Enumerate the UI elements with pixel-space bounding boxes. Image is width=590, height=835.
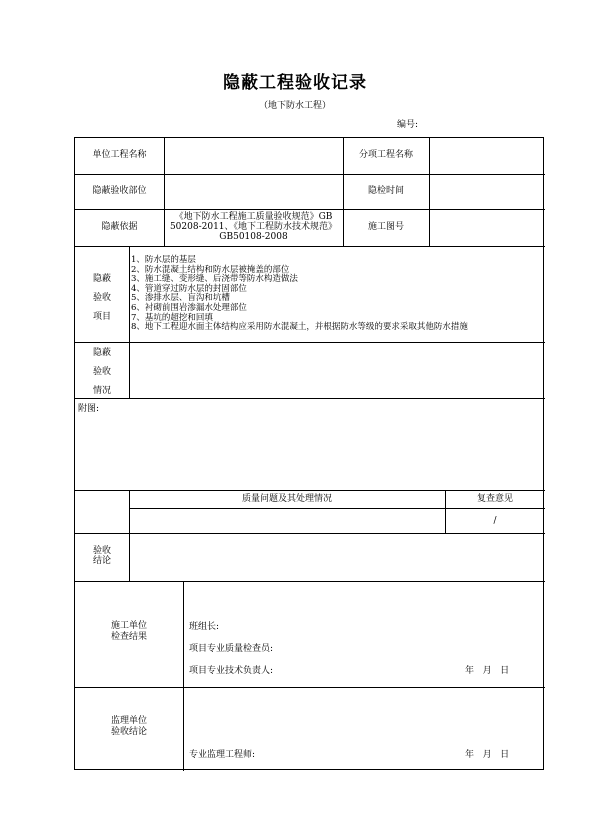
row-divider [75, 342, 545, 343]
record-form [74, 137, 544, 770]
review-opinion-header: 复查意见 [476, 494, 513, 504]
list-item: 5、渗排水层、盲沟和坑槽 [131, 293, 230, 304]
list-item: 1、防水层的基层 [131, 255, 196, 265]
date-label-2: 年 月 日 [465, 750, 510, 760]
supervision-unit-label: 监理单位 验收结论 [110, 716, 147, 737]
row-divider [75, 209, 545, 210]
basis-text: 《地下防水工程施工质量验收规范》GB 50208-2011、《地下工程防水技术规范》 GB50108-2008 [169, 212, 338, 242]
list-item: 6、衬砌前围岩渗漏水处理部位 [131, 303, 247, 313]
row-divider [75, 687, 545, 688]
construction-unit-label: 施工单位 检查结果 [110, 621, 147, 642]
row-divider [129, 508, 545, 509]
conclusion-label: 验收 结论 [92, 546, 111, 566]
hidden-time-label: 隐检时间 [367, 186, 404, 196]
unit-project-label: 单位工程名称 [92, 150, 147, 160]
list-item: 3、施工缝、变形缝、后浇带等防水构造做法 [131, 274, 298, 285]
list-item: 2、防水混凝土结构和防水层被掩盖的部位 [131, 264, 290, 275]
attachment-label: 附图: [78, 404, 100, 414]
tech-lead-label: 项目专业技术负责人: [189, 666, 274, 676]
row-divider [75, 581, 545, 582]
list-item: 8、地下工程迎水面主体结构应采用防水混凝土，并根据防水等级的要求采取其他防水措施 [131, 322, 468, 333]
date-label: 年 月 日 [465, 666, 510, 676]
serial-number-label: 编号: [397, 120, 419, 130]
page-title: 隐蔽工程验收记录 [223, 73, 367, 93]
items-label: 隐蔽 验收 项目 [92, 274, 111, 322]
supervisor-label: 专业监理工程师: [189, 750, 256, 760]
situation-label: 隐蔽 验收 情况 [92, 348, 111, 396]
row-divider [75, 490, 545, 491]
column-divider [183, 581, 184, 771]
column-divider [129, 246, 130, 398]
basis-label: 隐蔽依据 [101, 222, 138, 232]
row-divider [75, 246, 545, 247]
row-divider [75, 398, 545, 399]
quality-inspector-label: 项目专业质量检查员: [189, 644, 274, 654]
hidden-part-label: 隐蔽验收部位 [92, 186, 147, 196]
row-divider [75, 533, 545, 534]
drawing-number-label: 施工图号 [367, 222, 404, 232]
quality-issues-header: 质量问题及其处理情况 [241, 494, 332, 504]
list-item: 7、基坑的超挖和回填 [131, 312, 213, 323]
review-opinion-value: / [493, 516, 497, 526]
page-subtitle: （地下防水工程） [258, 101, 331, 111]
sub-project-label: 分项工程名称 [358, 150, 413, 160]
list-item: 4、管道穿过防水层的封固部位 [131, 283, 247, 294]
team-leader-label: 班组长: [189, 622, 220, 632]
column-divider [429, 138, 430, 246]
row-divider [75, 174, 545, 175]
